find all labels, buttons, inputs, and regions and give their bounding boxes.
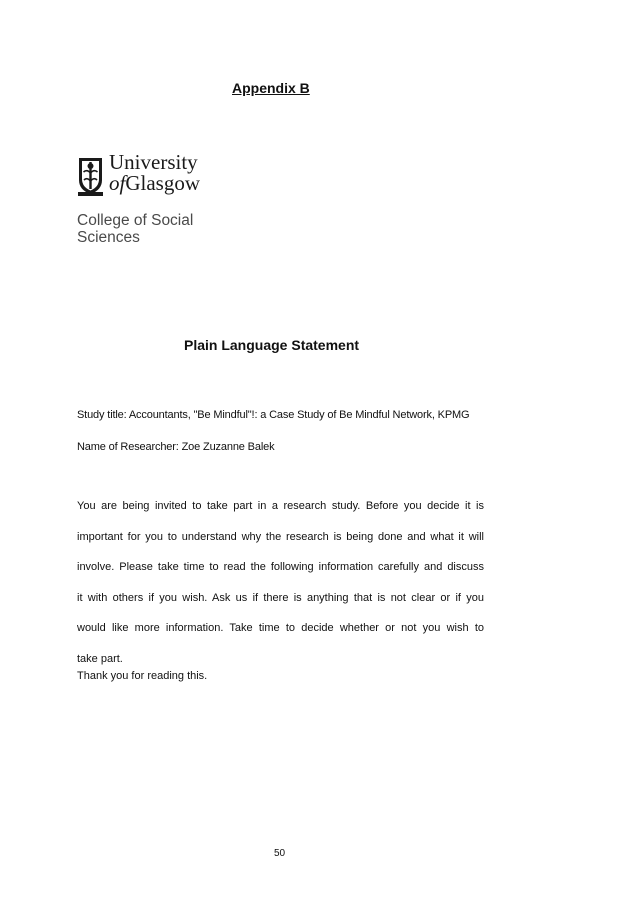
university-name	[109, 152, 200, 194]
college-name-line1: College of Social	[77, 212, 194, 229]
body-line: it with others if you wish. Ask us if there is anything that is not clear or if you	[77, 591, 484, 604]
page-number: 50	[274, 848, 286, 859]
study-title: Study title: Accountants, "Be Mindful"!: a Case Study of Be Mindful Network, KPMG	[77, 409, 470, 421]
body-line: important for you to understand why the research is being done and what it will	[77, 530, 484, 543]
university-name-glasgow: Glasgow	[125, 171, 201, 195]
university-name-line1: University	[109, 150, 198, 174]
researcher-name: Name of Researcher: Zoe Zuzanne Balek	[77, 441, 275, 453]
body-paragraph	[77, 491, 484, 674]
body-line: involve. Please take time to read the following information carefully and discuss	[77, 561, 484, 573]
body-line: would like more information. Take time to decide whether or not you wish to	[77, 622, 484, 634]
university-name-line2	[109, 173, 200, 194]
university-crest-icon	[77, 156, 104, 196]
college-name	[77, 212, 193, 246]
university-name-of: of	[109, 171, 126, 195]
body-line: take part.	[77, 652, 123, 665]
college-name-line2: Sciences	[77, 229, 140, 246]
thanks-line: Thank you for reading this.	[77, 670, 208, 682]
university-logo	[77, 152, 277, 252]
body-line: You are being invited to take part in a research study. Before you decide it is	[77, 500, 484, 512]
appendix-heading: Appendix B	[232, 80, 310, 96]
document-title: Plain Language Statement	[184, 337, 360, 353]
